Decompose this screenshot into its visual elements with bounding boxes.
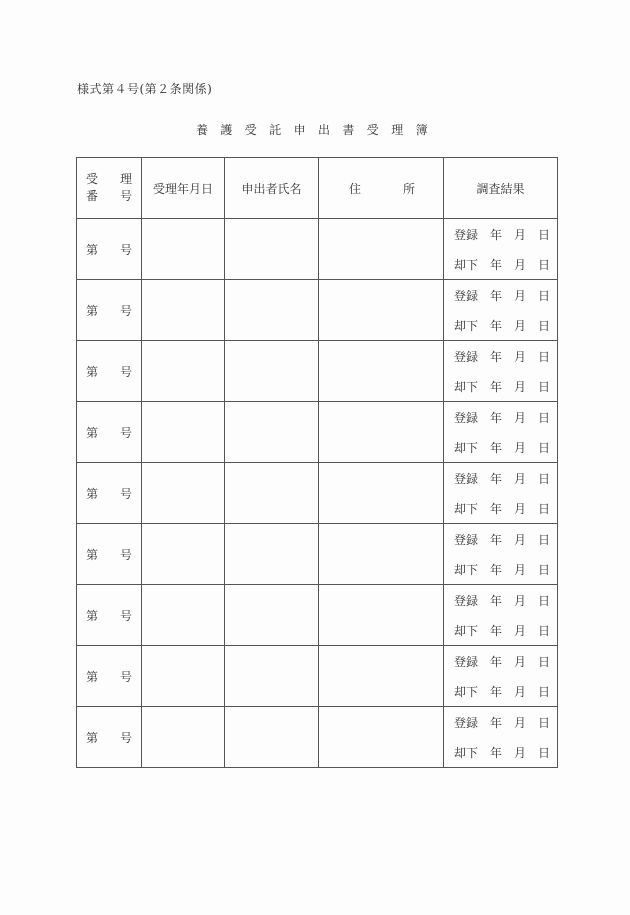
number-suffix: 号 — [119, 303, 132, 318]
result-cell[interactable] — [444, 707, 558, 768]
result-rejected-line — [444, 676, 557, 706]
received-date-cell[interactable] — [142, 524, 225, 585]
year-label: 年 — [490, 440, 503, 455]
number-suffix: 号 — [119, 608, 132, 623]
result-registered-line — [444, 585, 557, 615]
number-suffix: 号 — [119, 730, 132, 745]
applicant-name-cell[interactable] — [225, 646, 319, 707]
month-label: 月 — [514, 410, 527, 425]
number-suffix: 号 — [119, 669, 132, 684]
header-number-char: 番 — [86, 189, 99, 203]
day-label: 日 — [538, 654, 551, 669]
result-cell[interactable] — [444, 219, 558, 280]
address-cell[interactable] — [319, 463, 444, 524]
result-rejected-line — [444, 310, 557, 340]
year-label: 年 — [490, 684, 503, 699]
document-title: 養護受託申出書受理簿 — [196, 123, 441, 137]
rejected-label: 却下 — [454, 501, 479, 516]
month-label: 月 — [514, 318, 527, 333]
day-label: 日 — [538, 623, 551, 638]
month-label: 月 — [514, 257, 527, 272]
table-row — [77, 280, 558, 341]
header-applicant-name: 申出者氏名 — [225, 158, 319, 219]
address-cell[interactable] — [319, 646, 444, 707]
header-address-char: 所 — [402, 181, 415, 196]
result-rejected-line — [444, 737, 557, 767]
result-rejected-line — [444, 615, 557, 645]
result-rejected-line — [444, 249, 557, 279]
registered-label: 登録 — [454, 288, 479, 303]
number-prefix: 第 — [86, 425, 99, 440]
address-cell[interactable] — [319, 280, 444, 341]
year-label: 年 — [490, 410, 503, 425]
address-cell[interactable] — [319, 219, 444, 280]
day-label: 日 — [538, 257, 551, 272]
month-label: 月 — [514, 288, 527, 303]
number-cell[interactable] — [77, 524, 142, 585]
number-cell[interactable] — [77, 280, 142, 341]
year-label: 年 — [490, 257, 503, 272]
header-number-char: 号 — [119, 189, 132, 203]
number-suffix: 号 — [119, 425, 132, 440]
year-label: 年 — [490, 318, 503, 333]
number-suffix: 号 — [119, 486, 132, 501]
year-label: 年 — [490, 288, 503, 303]
table-row — [77, 707, 558, 768]
month-label: 月 — [514, 562, 527, 577]
month-label: 月 — [514, 593, 527, 608]
month-label: 月 — [514, 532, 527, 547]
table-row — [77, 402, 558, 463]
month-label: 月 — [514, 715, 527, 730]
applicant-name-cell[interactable] — [225, 524, 319, 585]
year-label: 年 — [490, 501, 503, 516]
result-rejected-line — [444, 371, 557, 401]
registered-label: 登録 — [454, 349, 479, 364]
result-rejected-line — [444, 493, 557, 523]
number-prefix: 第 — [86, 669, 99, 684]
registered-label: 登録 — [454, 532, 479, 547]
registered-label: 登録 — [454, 471, 479, 486]
result-registered-line — [444, 524, 557, 554]
result-cell[interactable] — [444, 524, 558, 585]
month-label: 月 — [514, 623, 527, 638]
header-result: 調査結果 — [444, 158, 558, 219]
number-prefix: 第 — [86, 242, 99, 257]
registered-label: 登録 — [454, 227, 479, 242]
result-cell[interactable] — [444, 280, 558, 341]
day-label: 日 — [538, 715, 551, 730]
rejected-label: 却下 — [454, 318, 479, 333]
rejected-label: 却下 — [454, 562, 479, 577]
year-label: 年 — [490, 593, 503, 608]
received-date-cell[interactable] — [142, 280, 225, 341]
header-number-char: 理 — [119, 172, 132, 186]
month-label: 月 — [514, 471, 527, 486]
table-row — [77, 341, 558, 402]
day-label: 日 — [538, 227, 551, 242]
applicant-name-cell[interactable] — [225, 219, 319, 280]
month-label: 月 — [514, 501, 527, 516]
received-date-cell[interactable] — [142, 341, 225, 402]
month-label: 月 — [514, 745, 527, 760]
ledger-table — [76, 157, 558, 768]
day-label: 日 — [538, 532, 551, 547]
rejected-label: 却下 — [454, 257, 479, 272]
result-registered-line — [444, 646, 557, 676]
result-registered-line — [444, 280, 557, 310]
month-label: 月 — [514, 684, 527, 699]
number-prefix: 第 — [86, 486, 99, 501]
address-cell[interactable] — [319, 402, 444, 463]
rejected-label: 却下 — [454, 440, 479, 455]
address-cell[interactable] — [319, 707, 444, 768]
number-cell[interactable] — [77, 219, 142, 280]
result-registered-line — [444, 219, 557, 249]
header-address-char: 住 — [349, 181, 362, 196]
number-cell[interactable] — [77, 402, 142, 463]
header-received-date: 受理年月日 — [142, 158, 225, 219]
month-label: 月 — [514, 227, 527, 242]
number-cell[interactable] — [77, 463, 142, 524]
registered-label: 登録 — [454, 715, 479, 730]
day-label: 日 — [538, 471, 551, 486]
header-row — [77, 158, 558, 219]
result-cell[interactable] — [444, 463, 558, 524]
table-row — [77, 646, 558, 707]
result-rejected-line — [444, 432, 557, 462]
month-label: 月 — [514, 440, 527, 455]
address-cell[interactable] — [319, 341, 444, 402]
header-address — [319, 158, 444, 219]
year-label: 年 — [490, 745, 503, 760]
day-label: 日 — [538, 562, 551, 577]
month-label: 月 — [514, 654, 527, 669]
table-row — [77, 219, 558, 280]
number-prefix: 第 — [86, 730, 99, 745]
year-label: 年 — [490, 349, 503, 364]
day-label: 日 — [538, 684, 551, 699]
number-cell[interactable] — [77, 646, 142, 707]
result-registered-line — [444, 463, 557, 493]
day-label: 日 — [538, 379, 551, 394]
day-label: 日 — [538, 410, 551, 425]
day-label: 日 — [538, 349, 551, 364]
header-number — [77, 158, 142, 219]
number-prefix: 第 — [86, 547, 99, 562]
number-prefix: 第 — [86, 364, 99, 379]
result-cell[interactable] — [444, 646, 558, 707]
rejected-label: 却下 — [454, 379, 479, 394]
applicant-name-cell[interactable] — [225, 341, 319, 402]
year-label: 年 — [490, 715, 503, 730]
result-registered-line — [444, 341, 557, 371]
year-label: 年 — [490, 471, 503, 486]
number-cell[interactable] — [77, 707, 142, 768]
day-label: 日 — [538, 745, 551, 760]
number-suffix: 号 — [119, 242, 132, 257]
result-cell[interactable] — [444, 402, 558, 463]
month-label: 月 — [514, 349, 527, 364]
month-label: 月 — [514, 379, 527, 394]
year-label: 年 — [490, 379, 503, 394]
received-date-cell[interactable] — [142, 463, 225, 524]
result-registered-line — [444, 402, 557, 432]
header-number-char: 受 — [86, 172, 99, 186]
registered-label: 登録 — [454, 410, 479, 425]
table-row — [77, 524, 558, 585]
table-row — [77, 585, 558, 646]
form-number-label: 様式第４号(第２条関係) — [77, 82, 213, 96]
year-label: 年 — [490, 654, 503, 669]
number-cell[interactable] — [77, 341, 142, 402]
result-cell[interactable] — [444, 341, 558, 402]
number-suffix: 号 — [119, 547, 132, 562]
received-date-cell[interactable] — [142, 707, 225, 768]
address-cell[interactable] — [319, 524, 444, 585]
day-label: 日 — [538, 288, 551, 303]
number-prefix: 第 — [86, 608, 99, 623]
table-row — [77, 463, 558, 524]
applicant-name-cell[interactable] — [225, 707, 319, 768]
applicant-name-cell[interactable] — [225, 280, 319, 341]
number-cell[interactable] — [77, 585, 142, 646]
day-label: 日 — [538, 318, 551, 333]
received-date-cell[interactable] — [142, 402, 225, 463]
result-rejected-line — [444, 554, 557, 584]
number-suffix: 号 — [119, 364, 132, 379]
address-cell[interactable] — [319, 585, 444, 646]
day-label: 日 — [538, 501, 551, 516]
rejected-label: 却下 — [454, 745, 479, 760]
result-registered-line — [444, 707, 557, 737]
year-label: 年 — [490, 227, 503, 242]
year-label: 年 — [490, 623, 503, 638]
received-date-cell[interactable] — [142, 585, 225, 646]
received-date-cell[interactable] — [142, 219, 225, 280]
applicant-name-cell[interactable] — [225, 402, 319, 463]
registered-label: 登録 — [454, 654, 479, 669]
rejected-label: 却下 — [454, 684, 479, 699]
rejected-label: 却下 — [454, 623, 479, 638]
applicant-name-cell[interactable] — [225, 463, 319, 524]
received-date-cell[interactable] — [142, 646, 225, 707]
number-prefix: 第 — [86, 303, 99, 318]
day-label: 日 — [538, 440, 551, 455]
day-label: 日 — [538, 593, 551, 608]
applicant-name-cell[interactable] — [225, 585, 319, 646]
result-cell[interactable] — [444, 585, 558, 646]
year-label: 年 — [490, 532, 503, 547]
year-label: 年 — [490, 562, 503, 577]
registered-label: 登録 — [454, 593, 479, 608]
